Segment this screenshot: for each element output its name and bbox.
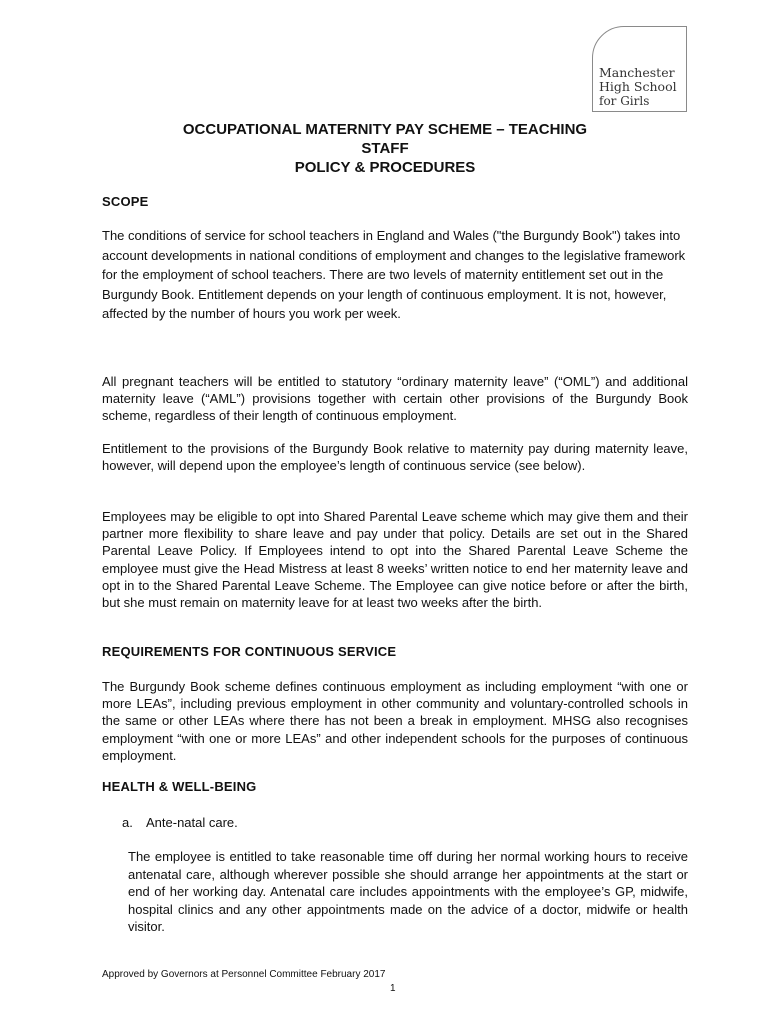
scope-paragraph-3: Entitlement to the provisions of the Burgundy Book relative to maternity pay during maternity leave, however, will depend upon the employee’s length of continuous service (see below). [102,441,688,474]
scope-paragraph-4: Employees may be eligible to opt into Shared Parental Leave scheme which may give them and their partner more flexibility to share leave and pay under that policy. Details are set out in the Shared Parental Leave Policy. If Employees intend to opt into the Shared Parental Leave Scheme the employee must give the Head Mistress at least 8 weeks’ written notice to end her maternity leave and opt in to the Shared Parental Leave Scheme. The Employee can give notice before or after the birth, but she must remain on maternity leave for at least two weeks after the birth. [102,509,688,611]
scope-paragraph-1: The conditions of service for school teachers in England and Wales ("the Burgundy Book") takes into account developments in national conditions of employment and changes to the legislative framework for the employment of school teachers. There are two levels of maternity entitlement set out in the Burgundy Book. Entitlement depends on your length of continuous employment. It is not, however, affected by the number of hours you work per week. [102,228,686,322]
logo-line-3: for Girls [599,94,650,108]
scope-heading: SCOPE [102,194,149,209]
title-line-2: STAFF [361,140,409,157]
logo-school: School [629,79,677,94]
scope-paragraph-2: All pregnant teachers will be entitled to statutory “ordinary maternity leave” (“OML”) and additional maternity leave (“AML”) provisions together with certain other provisions of the Burgundy Book scheme, regardless of their length of continuous employment. [102,374,688,424]
footer-approval-note: Approved by Governors at Personnel Committee February 2017 [102,969,386,980]
logo-line-1: Manchester [599,65,675,80]
list-marker: a. [122,815,133,830]
title-line-3: POLICY & PROCEDURES [294,159,476,176]
page-number: 1 [390,983,396,994]
list-item-label: Ante-natal care. [146,815,238,830]
logo-high: High [599,79,630,94]
school-logo [599,66,689,108]
list-item-ante-natal [122,815,238,830]
continuous-service-heading: REQUIREMENTS FOR CONTINUOUS SERVICE [102,644,397,659]
health-heading: HEALTH & WELL-BEING [102,779,257,794]
continuous-service-paragraph: The Burgundy Book scheme defines continuous employment as including employment “with one or more LEAs”, including previous employment in other community and voluntary-controlled schools in the same or other LEAs where there has not been a break in employment. MHSG also recognises employment “with one or more LEAs” and other independent schools for the purposes of continuous employment. [102,679,688,763]
ante-natal-paragraph: The employee is entitled to take reasonable time off during her normal working hours to receive antenatal care, although wherever possible she should arrange her appointments at the start or end of her working day. Antenatal care includes appointments with the employee’s GP, midwife, hospital clinics and any other appointments made on the advice of a doctor, midwife or health visitor. [128,849,688,935]
document-title [0,120,770,177]
title-line-1: OCCUPATIONAL MATERNITY PAY SCHEME – TEACHING [182,121,588,138]
logo-line-2 [599,80,689,94]
